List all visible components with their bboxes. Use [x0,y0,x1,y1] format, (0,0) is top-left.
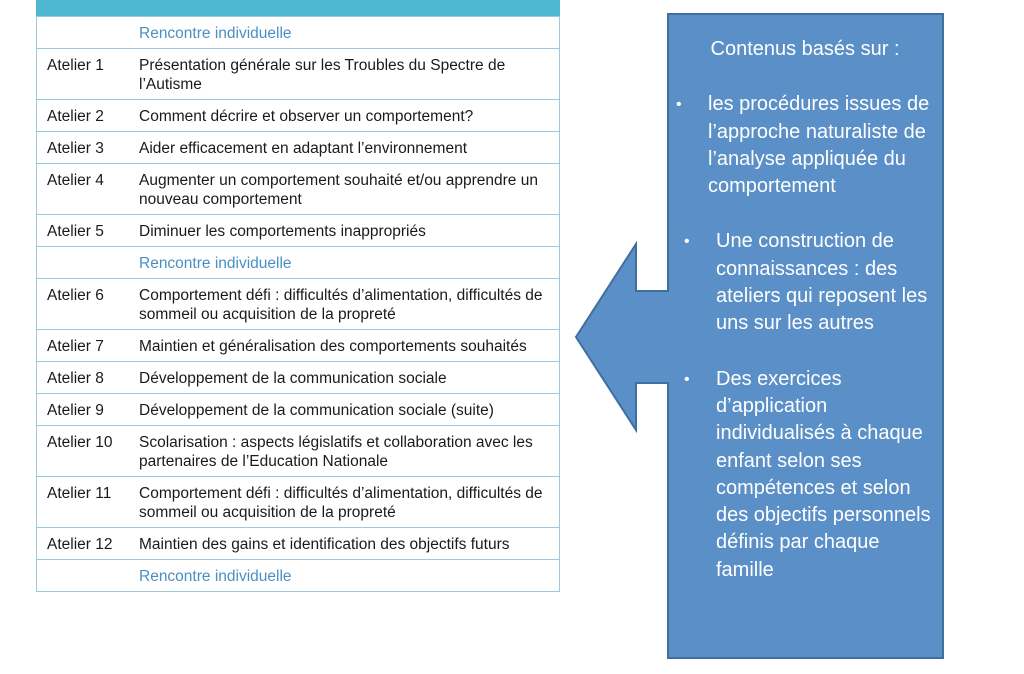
atelier-topic: Comment décrire et observer un comportement? [131,100,560,132]
bullet-icon: • [676,96,682,114]
atelier-topic: Scolarisation : aspects législatifs et collaboration avec les partenaires de l’Education Nationale [131,426,560,477]
atelier-label: Atelier 1 [37,49,132,100]
separator-label: Rencontre individuelle [131,17,560,49]
callout-bullet-item [668,228,942,337]
atelier-topic: Maintien et généralisation des comportements souhaités [131,330,560,362]
atelier-label: Atelier 6 [37,279,132,330]
separator-label: Rencontre individuelle [131,247,560,279]
callout-bullet-text: Des exercices d’application individualisés à chaque enfant selon ses compétences et selon des objectifs personnels définis par chaque famille [716,367,931,581]
atelier-topic: Développement de la communication sociale [131,362,560,394]
atelier-label: Atelier 11 [37,477,132,528]
atelier-label: Atelier 5 [37,215,132,247]
atelier-topic: Comportement défi : difficultés d’alimentation, difficultés de sommeil ou acquisition de la propreté [131,279,560,330]
atelier-topic: Diminuer les comportements inappropriés [131,215,560,247]
atelier-label: Atelier 10 [37,426,132,477]
atelier-topic: Maintien des gains et identification des objectifs futurs [131,528,560,560]
callout-title: Contenus basés sur : [710,38,900,60]
callout-bullet-list [668,91,942,584]
atelier-label: Atelier 7 [37,330,132,362]
atelier-topic: Augmenter un comportement souhaité et/ou apprendre un nouveau comportement [131,164,560,215]
bullet-icon: • [684,370,690,388]
atelier-label: Atelier 8 [37,362,132,394]
atelier-topic: Développement de la communication sociale (suite) [131,394,560,426]
callout-bullet-item [668,91,942,200]
callout-bullet-item [668,366,942,584]
atelier-label: Atelier 12 [37,528,132,560]
callout-bullet-text: Une construction de connaissances : des ateliers qui reposent les uns sur les autres [716,230,928,335]
atelier-label: Atelier 4 [37,164,132,215]
atelier-topic: Comportement défi : difficultés d’alimentation, difficultés de sommeil ou acquisition de la propreté [131,477,560,528]
atelier-topic: Aider efficacement en adaptant l’environnement [131,132,560,164]
atelier-topic: Présentation générale sur les Troubles du Spectre de l’Autisme [131,49,560,100]
atelier-label: Atelier 9 [37,394,132,426]
atelier-label: Atelier 2 [37,100,132,132]
callout-bullet-text: les procédures issues de l’approche naturaliste de l’analyse appliquée du comportement [708,93,930,198]
callout-text-block [668,14,942,654]
atelier-label: Atelier 3 [37,132,132,164]
bullet-icon: • [684,233,690,251]
separator-label: Rencontre individuelle [131,560,560,592]
